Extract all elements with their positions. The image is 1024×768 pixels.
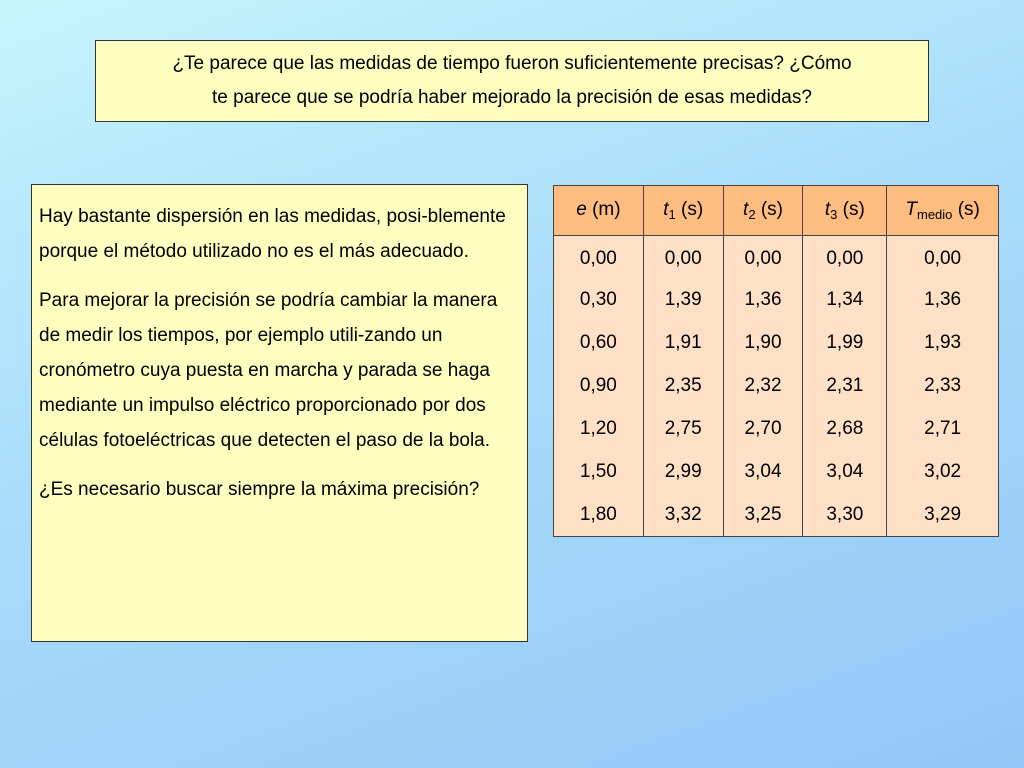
table-cell: 2,33: [887, 365, 999, 408]
question-text: [172, 47, 851, 115]
table-cell: 0,00: [554, 236, 644, 279]
table-cell: 0,00: [643, 236, 723, 279]
table-cell: 3,25: [723, 494, 803, 537]
table-cell: 3,04: [803, 451, 887, 494]
table-cell: 2,68: [803, 408, 887, 451]
table-cell: 3,02: [887, 451, 999, 494]
table-cell: 3,04: [723, 451, 803, 494]
table-cell: 1,93: [887, 322, 999, 365]
table-cell: 1,90: [723, 322, 803, 365]
question-line-2: te parece que se podría haber mejorado la precisión de esas medidas?: [212, 87, 812, 108]
table-cell: 3,29: [887, 494, 999, 537]
table-cell: 0,00: [887, 236, 999, 279]
answer-paragraph-3: ¿Es necesario buscar siempre la máxima precisión?: [39, 479, 480, 500]
table-cell: 0,60: [554, 322, 644, 365]
table-row: [554, 408, 999, 451]
table-row: [554, 279, 999, 322]
answer-box: [31, 184, 528, 642]
table-row: [554, 365, 999, 408]
table-cell: 1,20: [554, 408, 644, 451]
table-cell: 1,50: [554, 451, 644, 494]
table-cell: 2,75: [643, 408, 723, 451]
table-row: [554, 236, 999, 279]
table-cell: 2,32: [723, 365, 803, 408]
measurements-table: [553, 185, 999, 537]
header-distance: e (m): [554, 186, 644, 236]
table-cell: 1,91: [643, 322, 723, 365]
table-cell: 0,00: [803, 236, 887, 279]
table-cell: 2,71: [887, 408, 999, 451]
table-cell: 1,39: [643, 279, 723, 322]
answer-paragraph-2: Para mejorar la precisión se podría cambiar la manera de medir los tiempos, por ejemplo utili-zando un cronómetro cuya puesta en marcha y parada se haga mediante un impulso eléctrico proporcionado por dos células fotoeléctricas que detecten el paso de la bola.: [39, 290, 498, 451]
question-box: [95, 40, 929, 122]
table-cell: 2,99: [643, 451, 723, 494]
table-cell: 3,30: [803, 494, 887, 537]
header-t3: $t_3$ (s): [803, 186, 887, 236]
table-cell: 2,35: [643, 365, 723, 408]
table-cell: 1,99: [803, 322, 887, 365]
table-header-row: [554, 186, 999, 236]
table-cell: 1,36: [723, 279, 803, 322]
table-row: [554, 451, 999, 494]
table-cell: 3,32: [643, 494, 723, 537]
table-cell: 1,34: [803, 279, 887, 322]
table-row: [554, 322, 999, 365]
answer-paragraph-1: Hay bastante dispersión en las medidas, posi-blemente porque el método utilizado no es el más adecuado.: [39, 206, 506, 262]
header-t-medio: $T_{medio}$ (s): [887, 186, 999, 236]
question-line-1: ¿Te parece que las medidas de tiempo fueron suficientemente precisas? ¿Cómo: [172, 53, 852, 74]
table-row: [554, 494, 999, 537]
table-cell: 2,70: [723, 408, 803, 451]
table-cell: 1,36: [887, 279, 999, 322]
header-t1: $t_1$ (s): [643, 186, 723, 236]
table-cell: 1,80: [554, 494, 644, 537]
table-cell: 0,30: [554, 279, 644, 322]
header-t2: $t_2$ (s): [723, 186, 803, 236]
table-cell: 0,00: [723, 236, 803, 279]
table-cell: 2,31: [803, 365, 887, 408]
table-cell: 0,90: [554, 365, 644, 408]
